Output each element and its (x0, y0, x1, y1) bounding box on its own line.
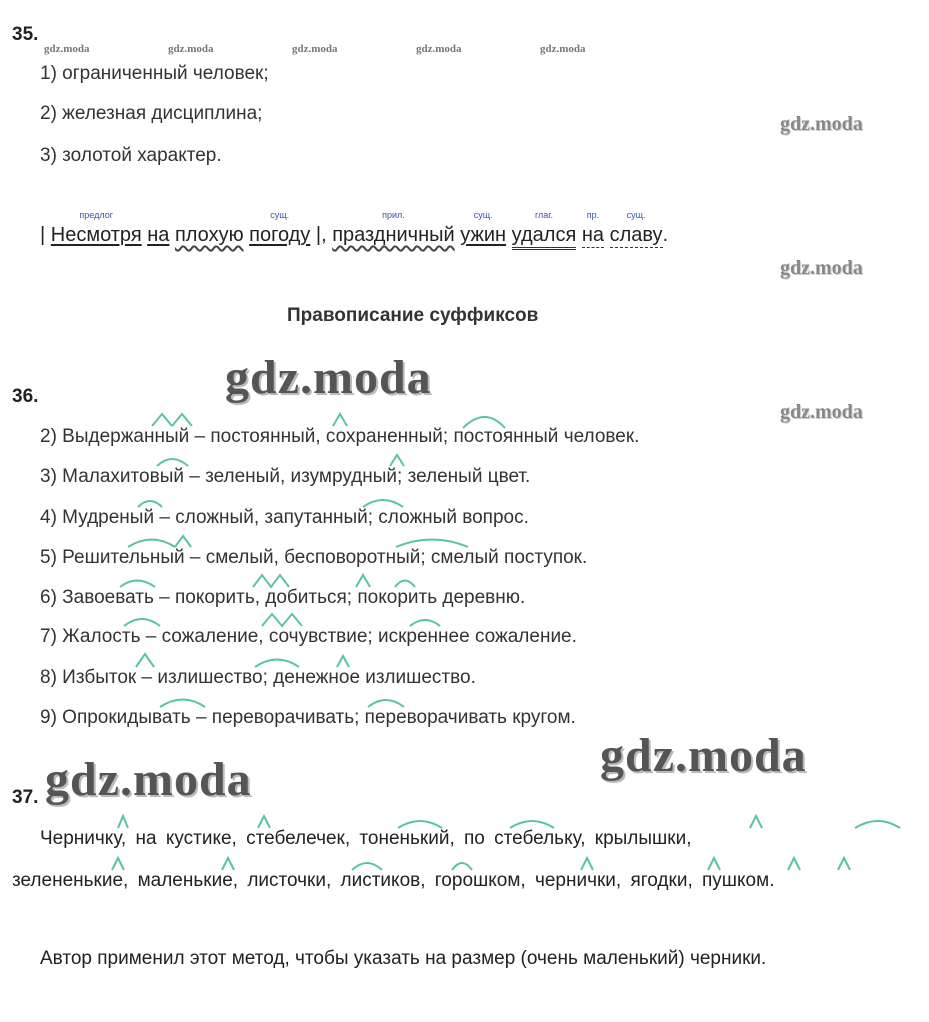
watermark-large: gdz.moda (225, 351, 432, 404)
pos-label: сущ. (270, 210, 290, 220)
suffix-arc (788, 858, 800, 870)
watermark: gdz.moda (780, 257, 863, 279)
suffix-arc (118, 816, 128, 828)
word-na-2: пр. на (581, 210, 605, 246)
exercise-number-37: 37. (12, 787, 39, 808)
ex36-item-3: 3) Малахитовый – зеленый, изумрудный; зеленый цвет. (40, 466, 531, 487)
section-title: Правописание суффиксов (287, 305, 539, 326)
word-prazdnichny: прил. праздничный (332, 210, 455, 246)
pos-label: глаг. (534, 210, 553, 220)
clause-bar-open: | (40, 224, 46, 246)
ex36-item-8: 8) Избыток – излишество; денежное излишество. (40, 667, 476, 688)
suffix-arc (750, 816, 762, 828)
ex36-item-4: 4) Мудреный – сложный, запутанный; сложный вопрос. (40, 507, 529, 528)
suffix-arc (581, 858, 593, 870)
word-plohuyu: плохую (174, 224, 244, 246)
pos-label: предлог (79, 210, 113, 220)
exercise-number-35: 35. (12, 24, 39, 45)
watermark: gdz.moda (168, 43, 214, 55)
watermark-large: gdz.moda (600, 729, 807, 782)
ex35-parsed-sentence: | предлог Несмотря на плохую сущ. погоду |, прил. праздничный сущ. ужин глаг. удался пр. на сущ. славу. (40, 224, 668, 250)
pos-label: пр. (586, 210, 600, 220)
word-nesmotrya: предлог Несмотря (50, 210, 142, 246)
ex37-conclusion: Автор применил этот метод, чтобы указать на размер (очень маленький) черники. (40, 948, 767, 969)
pos-label: прил. (382, 210, 405, 220)
ex36-item-2: 2) Выдержанный – постоянный, сохраненный; постоянный человек. (40, 426, 640, 447)
suffix-arc (838, 858, 850, 870)
watermark-large: gdz.moda (45, 753, 252, 806)
suffix-arc (452, 863, 472, 870)
watermark: gdz.moda (44, 43, 90, 55)
watermark: gdz.moda (780, 113, 863, 135)
ex37-line-2: зелененькие, маленькие, листочки, листиков, горошком, чернички, ягодки, пушком. (12, 870, 775, 891)
suffix-arc (222, 858, 234, 870)
suffix-arc (112, 858, 124, 870)
word-udalsya: глаг. удался (512, 224, 577, 250)
exercise-number-36: 36. (12, 386, 39, 407)
ex36-item-7: 7) Жалость – сожаление, сочувствие; искреннее сожаление. (40, 626, 577, 647)
ex36-item-6: 6) Завоевать – покорить, добиться; покорить деревню. (40, 587, 526, 608)
word-pogodu: сущ. погоду (249, 210, 311, 246)
word-uzhin: сущ. ужин (460, 210, 507, 246)
ex35-item-1: 1) ограниченный человек; (40, 63, 269, 84)
clause-bar-close: |, (315, 224, 327, 246)
word-slavu: сущ. славу (609, 210, 663, 246)
ex37-line-1: Черничку, на кустике, стебелечек, тоненький, по стебельку, крылышки, (40, 828, 692, 849)
watermark: gdz.moda (416, 43, 462, 55)
suffix-arc (398, 821, 442, 828)
ex36-item-9: 9) Опрокидывать – переворачивать; переворачивать кругом. (40, 707, 576, 728)
pos-label: сущ. (473, 210, 493, 220)
ex35-item-3: 3) золотой характер. (40, 145, 222, 166)
suffix-arc (708, 858, 720, 870)
suffix-arc (855, 821, 900, 828)
ex36-item-5: 5) Решительный – смелый, бесповоротный; смелый поступок. (40, 547, 588, 568)
pos-label: сущ. (626, 210, 646, 220)
suffix-arc (352, 863, 382, 870)
ex35-item-2: 2) железная дисциплина; (40, 103, 263, 124)
watermark: gdz.moda (780, 401, 863, 423)
suffix-arc (258, 816, 270, 828)
watermark: gdz.moda (292, 43, 338, 55)
word-na: на (147, 224, 170, 246)
suffix-arc (510, 821, 554, 828)
watermark: gdz.moda (540, 43, 586, 55)
